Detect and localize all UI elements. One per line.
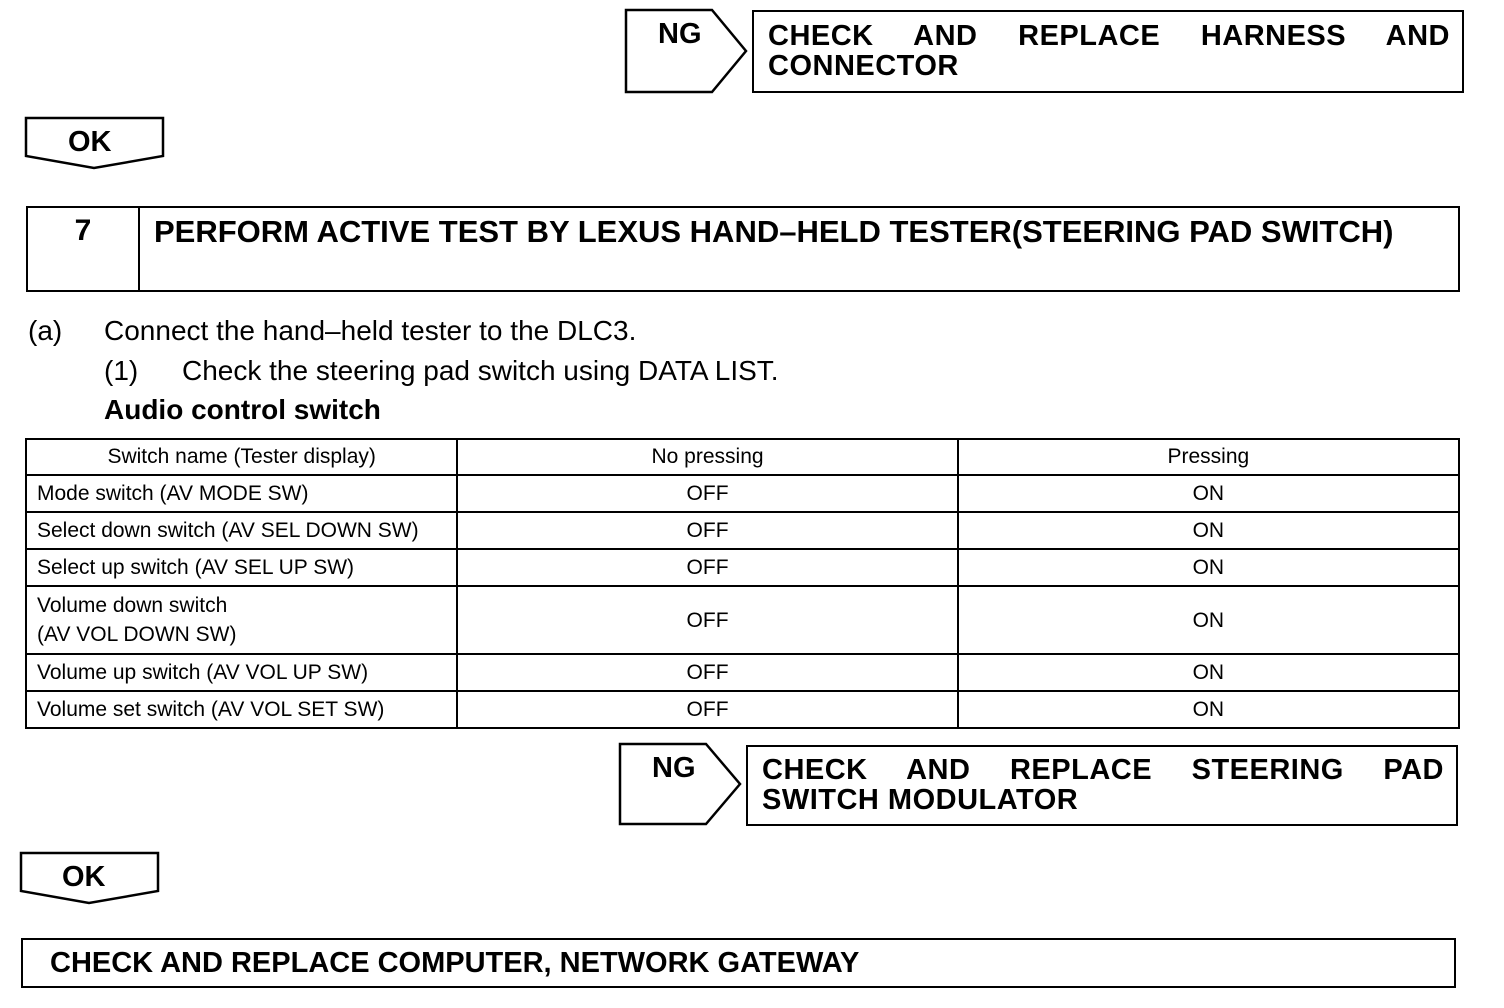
ok-label-1: OK — [68, 126, 112, 158]
pressing-value: ON — [958, 691, 1459, 728]
ng-result-text-2: CHECK AND REPLACE STEERING PAD SWITCH MODULATOR — [762, 754, 1444, 816]
step-title: PERFORM ACTIVE TEST BY LEXUS HAND–HELD TESTER(STEERING PAD SWITCH) — [154, 214, 1394, 249]
ng-label-1: NG — [658, 18, 702, 50]
pressing-value: ON — [958, 549, 1459, 586]
switch-name: Select up switch (AV SEL UP SW) — [26, 549, 457, 586]
no-pressing-value: OFF — [457, 654, 957, 691]
ng-result-text-1: CHECK AND REPLACE HARNESS AND CONNECTOR — [768, 20, 1450, 82]
table-row — [26, 549, 1459, 586]
table-header-row — [26, 439, 1459, 475]
ng-result-box-2 — [746, 745, 1458, 826]
table-row — [26, 654, 1459, 691]
step-number: 7 — [28, 208, 140, 290]
switch-name-line1: Volume down switch — [37, 594, 228, 617]
ok-label-2: OK — [62, 861, 106, 893]
header-no-pressing: No pressing — [457, 439, 957, 475]
final-result-box — [21, 938, 1456, 988]
switch-name: Volume set switch (AV VOL SET SW) — [26, 691, 457, 728]
table-row — [26, 586, 1459, 654]
switch-name: Select down switch (AV SEL DOWN SW) — [26, 512, 457, 549]
instruction-sub-marker: (1) — [104, 355, 139, 386]
switch-name-line2: (AV VOL DOWN SW) — [37, 623, 237, 646]
switch-name: Volume up switch (AV VOL UP SW) — [26, 654, 457, 691]
instruction-a-text: Connect the hand–held tester to the DLC3. — [104, 315, 637, 346]
switch-name: Mode switch (AV MODE SW) — [26, 475, 457, 512]
instruction-a-marker: (a) — [28, 315, 63, 346]
header-pressing: Pressing — [958, 439, 1459, 475]
step-header — [26, 206, 1460, 292]
header-switch-name: Switch name (Tester display) — [26, 439, 457, 475]
ng-label-2: NG — [652, 752, 696, 784]
no-pressing-value: OFF — [457, 549, 957, 586]
pressing-value: ON — [958, 475, 1459, 512]
final-result-text: CHECK AND REPLACE COMPUTER, NETWORK GATEWAY — [50, 947, 860, 979]
table-row — [26, 475, 1459, 512]
ng-result-box-1 — [752, 10, 1464, 93]
pressing-value: ON — [958, 586, 1459, 654]
table-row — [26, 512, 1459, 549]
switch-table — [25, 438, 1460, 729]
no-pressing-value: OFF — [457, 691, 957, 728]
pressing-value: ON — [958, 654, 1459, 691]
table-heading: Audio control switch — [104, 394, 381, 425]
no-pressing-value: OFF — [457, 586, 957, 654]
no-pressing-value: OFF — [457, 475, 957, 512]
pressing-value: ON — [958, 512, 1459, 549]
switch-name — [26, 586, 457, 654]
instruction-sub-text: Check the steering pad switch using DATA LIST. — [182, 355, 779, 386]
table-row — [26, 691, 1459, 728]
no-pressing-value: OFF — [457, 512, 957, 549]
